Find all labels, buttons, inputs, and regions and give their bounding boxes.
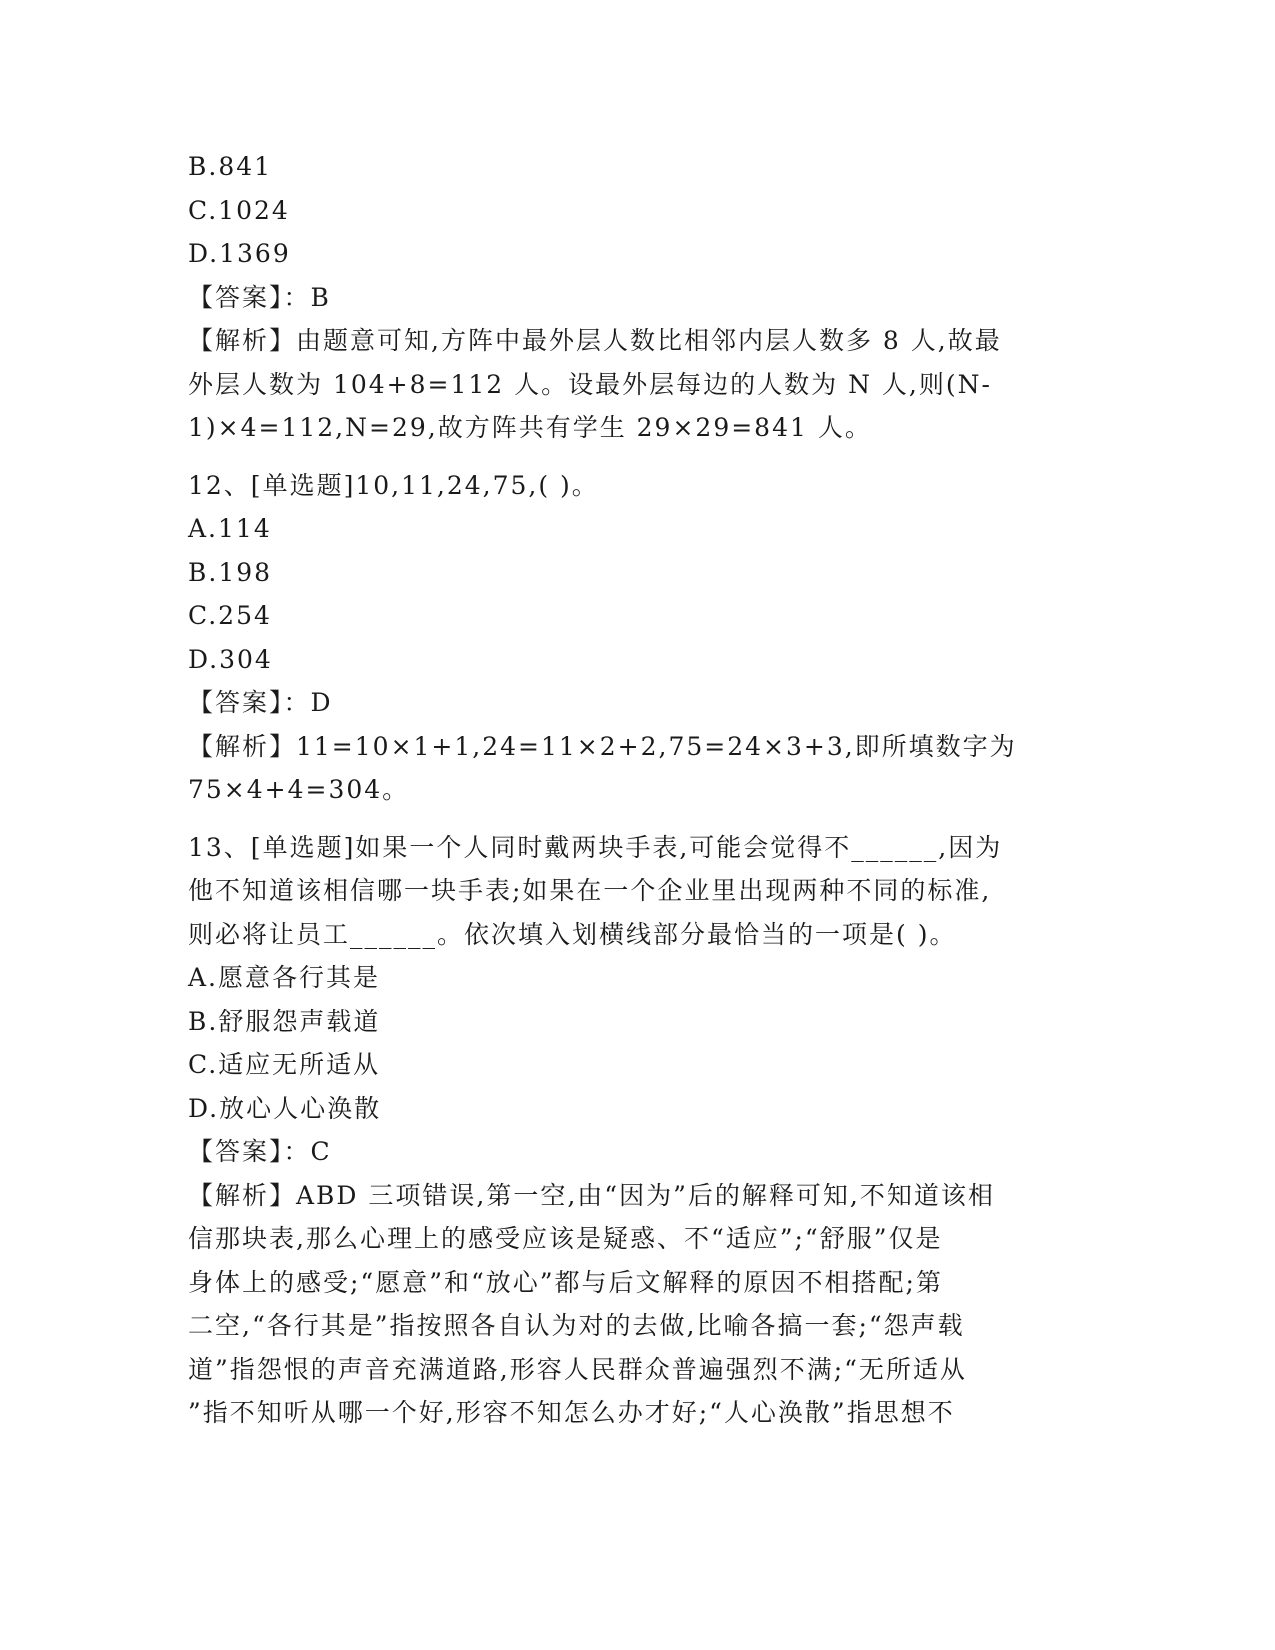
question-11-block: [188, 145, 1088, 450]
answer: 【答案】：B: [188, 282, 331, 312]
question-12-block: [188, 464, 1088, 812]
analysis-line: 道”指怨恨的声音充满道路,形容人民群众普遍强烈不满;“无所适从: [188, 1354, 967, 1384]
analysis-line: 1)×4=112,N=29,故方阵共有学生 29×29=841 人。: [188, 413, 872, 442]
option-d: D.304: [188, 644, 273, 674]
answer: 【答案】：C: [188, 1137, 332, 1166]
option-b: B.841: [188, 152, 273, 181]
analysis-line: 【解析】ABD 三项错误,第一空,由“因为”后的解释可知,不知道该相: [188, 1180, 995, 1210]
analysis-line: 【解析】11=10×1+1,24=11×2+2,75=24×3+3,即所填数字为: [188, 731, 1017, 761]
analysis-line: 信那块表,那么心理上的感受应该是疑惑、不“适应”;“舒服”仅是: [188, 1224, 943, 1253]
analysis-line: 75×4+4=304。: [188, 775, 410, 804]
analysis-line: 身体上的感受;“愿意”和“放心”都与后文解释的原因不相搭配;第: [188, 1267, 943, 1297]
question-stem: 他不知道该相信哪一块手表;如果在一个企业里出现两种不同的标准,: [188, 876, 992, 905]
question-stem: 12、[单选题]10,11,24,75,( )。: [188, 470, 599, 500]
question-stem: 13、[单选题]如果一个人同时戴两块手表,可能会觉得不______,因为: [188, 832, 1003, 862]
answer: 【答案】：D: [188, 688, 333, 717]
option-b: B.198: [188, 557, 273, 587]
document-page: [188, 145, 1088, 1435]
analysis-line: ”指不知听从哪一个好,形容不知怎么办才好;“人心涣散”指思想不: [188, 1398, 955, 1427]
analysis-line: 【解析】由题意可知,方阵中最外层人数比相邻内层人数多 8 人,故最: [188, 326, 1002, 355]
option-c: C.254: [188, 601, 272, 630]
option-a: A.愿意各行其是: [188, 963, 381, 992]
option-d: D.1369: [188, 239, 291, 268]
analysis-line: 外层人数为 104+8=112 人。设最外层每边的人数为 N 人,则(N-: [188, 369, 992, 399]
option-c: C.1024: [188, 195, 290, 225]
analysis-line: 二空,“各行其是”指按照各自认为对的去做,比喻各搞一套;“怨声载: [188, 1311, 965, 1340]
question-stem: 则必将让员工______。依次填入划横线部分最恰当的一项是( )。: [188, 919, 957, 949]
option-c: C.适应无所适从: [188, 1050, 381, 1079]
question-13-block: [188, 826, 1088, 1435]
option-a: A.114: [188, 514, 272, 543]
option-b: B.舒服怨声载道: [188, 1006, 381, 1036]
option-d: D.放心人心涣散: [188, 1093, 382, 1123]
